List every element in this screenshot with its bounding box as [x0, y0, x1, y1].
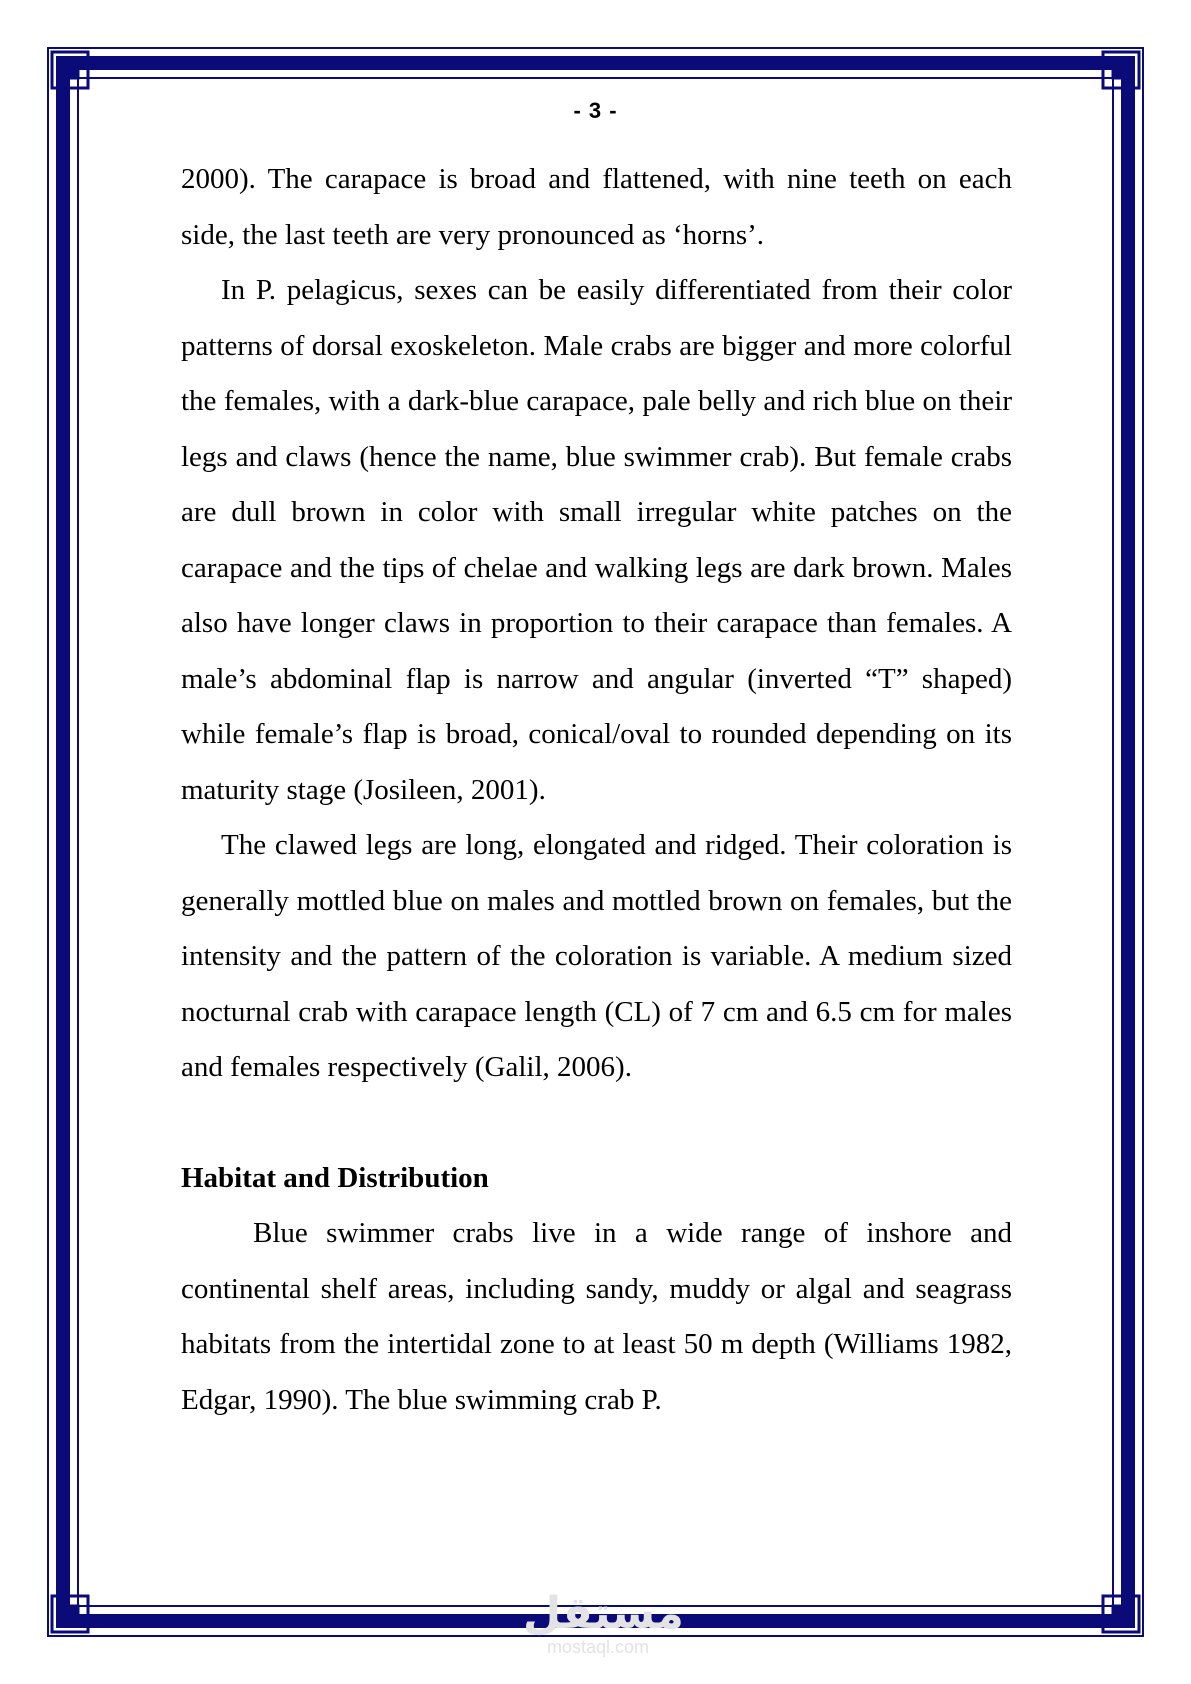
paragraph: Blue swimmer crabs live in a wide range of inshore and continental shelf areas, including sandy, muddy or algal and seagrass habitats from the intertidal zone to at least 50 m depth (Williams 1982, Edgar, 1990). The blue swimming crab P.	[181, 1217, 1012, 1416]
page-number: - 3 -	[573, 98, 618, 123]
watermark	[523, 1588, 684, 1657]
section-spacer	[181, 1096, 1012, 1151]
document-body	[181, 152, 1012, 1428]
watermark-logo: مستقل	[523, 1588, 684, 1639]
watermark-site: mostaql.com	[546, 1637, 650, 1657]
paragraph: The clawed legs are long, elongated and ridged. Their coloration is generally mottled blue on males and mottled brown on females, but the intensity and the pattern of the coloration is variable. A medium sized nocturnal crab with carapace length (CL) of 7 cm and 6.5 cm for males and females respectively (Galil, 2006).	[181, 829, 1012, 1083]
paragraph: 2000). The carapace is broad and flattened, with nine teeth on each side, the last teeth are very pronounced as ‘horns’.	[181, 163, 1012, 251]
paragraph: In P. pelagicus, sexes can be easily differentiated from their color patterns of dorsal exoskeleton. Male crabs are bigger and more colorful the females, with a dark-blue carapace, pale belly and rich blue on their legs and claws (hence the name, blue swimmer crab). But female crabs are dull brown in color with small irregular white patches on the carapace and the tips of chelae and walking legs are dark brown. Males also have longer claws in proportion to their carapace than females. A male’s abdominal flap is narrow and angular (inverted “T” shaped) while female’s flap is broad, conical/oval to rounded depending on its maturity stage (Josileen, 2001).	[181, 274, 1012, 806]
section-heading: Habitat and Distribution	[181, 1161, 489, 1194]
